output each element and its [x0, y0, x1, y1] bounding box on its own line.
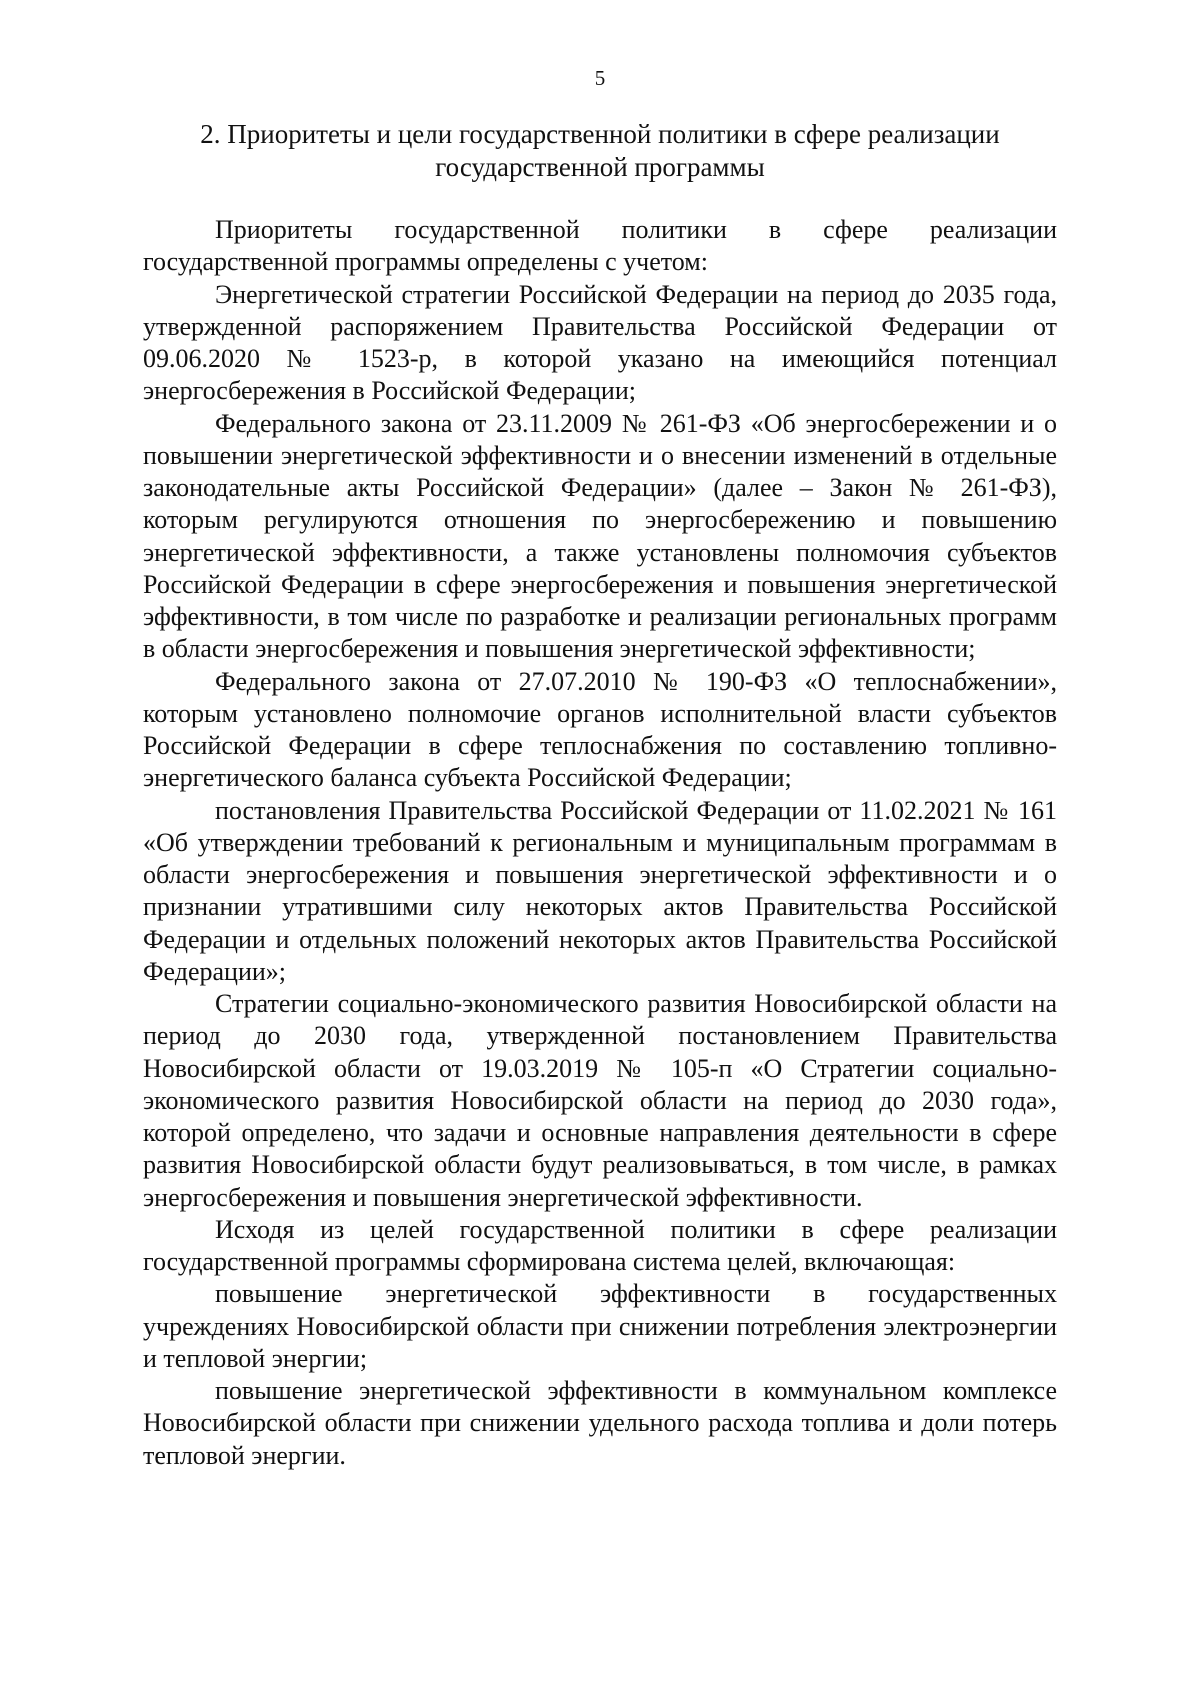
- paragraph-federal-law-190: Федерального закона от 27.07.2010 № 190-ФЗ «О теплоснабжении», которым установлено полномочие органов исполнительной власти субъектов Российской Федерации в сфере теплоснабжения по составлению топливно-энергетического баланса субъекта Российской Федерации;: [143, 666, 1057, 793]
- paragraph-goals-intro: Исходя из целей государственной политики в сфере реализации государственной программы сформирована система целей, включающая:: [143, 1214, 1057, 1276]
- page-number: 5: [594, 66, 606, 90]
- paragraph-federal-law-261: Федерального закона от 23.11.2009 № 261-ФЗ «Об энергосбережении и о повышении энергетической эффективности и о внесении изменений в отдельные законодательные акты Российской Федерации» (далее – Закон № 261-ФЗ), которым регулируются отношения по энергосбережению и повышению энергетической эффективности, а также установлены полномочия субъектов Российской Федерации в сфере энергосбережения и повышения энергетической эффективности, в том числе по разработке и реализации региональных программ в области энергосбережения и повышения энергетической эффективности;: [143, 408, 1057, 664]
- body-text: [143, 214, 1057, 1472]
- section-heading-line-2: государственной программы: [435, 152, 765, 182]
- paragraph-goal-state-institutions: повышение энергетической эффективности в государственных учреждениях Новосибирской области при снижении потребления электроэнергии и тепловой энергии;: [143, 1279, 1057, 1373]
- section-heading: [150, 118, 1050, 184]
- section-heading-line-1: 2. Приоритеты и цели государственной политики в сфере реализации: [200, 119, 1000, 149]
- paragraph-goal-communal-complex: повышение энергетической эффективности в коммунальном комплексе Новосибирской области при снижении удельного расхода топлива и доли потерь тепловой энергии.: [143, 1376, 1057, 1470]
- paragraph-energy-strategy: Энергетической стратегии Российской Федерации на период до 2035 года, утвержденной распоряжением Правительства Российской Федерации от 09.06.2020 № 1523-р, в которой указано на имеющийся потенциал энергосбережения в Российской Федерации;: [143, 279, 1057, 406]
- paragraph-priorities-intro: Приоритеты государственной политики в сфере реализации государственной программы определены с учетом:: [143, 215, 1057, 277]
- paragraph-regional-strategy: Стратегии социально-экономического развития Новосибирской области на период до 2030 года, утвержденной постановлением Правительства Новосибирской области от 19.03.2019 № 105-п «О Стратегии социально-экономического развития Новосибирской области на период до 2030 года», которой определено, что задачи и основные направления деятельности в сфере развития Новосибирской области будут реализовываться, в том числе, в рамках энергосбережения и повышения энергетической эффективности.: [143, 989, 1057, 1212]
- paragraph-government-decree-161: постановления Правительства Российской Федерации от 11.02.2021 № 161 «Об утверждении требований к региональным и муниципальным программам в области энергосбережения и повышения энергетической эффективности и о признании утратившими силу некоторых актов Правительства Российской Федерации и отдельных положений некоторых актов Правительства Российской Федерации»;: [143, 795, 1057, 986]
